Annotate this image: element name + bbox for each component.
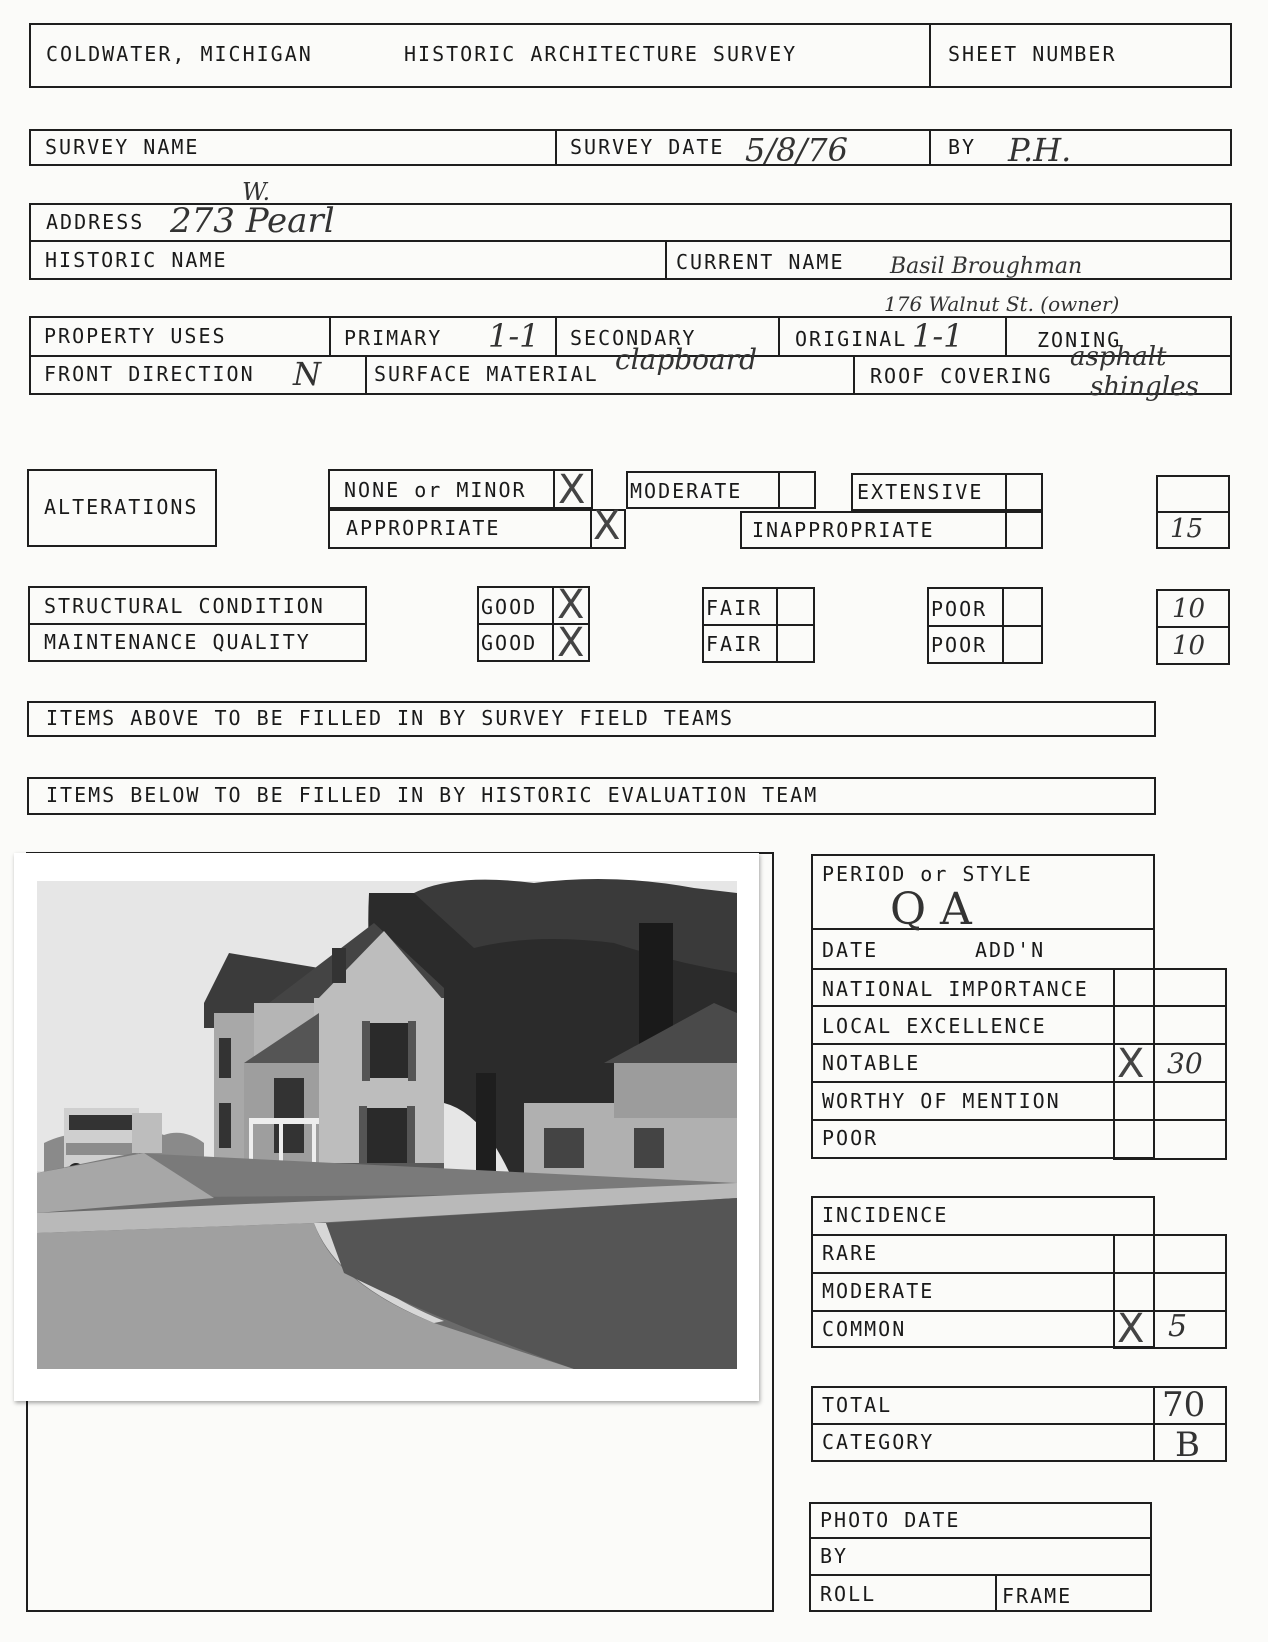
structural-score: 10	[1172, 594, 1206, 624]
zoning-label: ZONING	[1037, 328, 1122, 352]
photo-print	[14, 853, 759, 1401]
header-city: COLDWATER, MICHIGAN	[46, 42, 313, 66]
current-name-label: CURRENT NAME	[676, 250, 845, 274]
roof-value-2: shingles	[1090, 372, 1199, 402]
owner-note: 176 Walnut St. (owner)	[884, 292, 1120, 316]
maintenance-good-check: X	[557, 620, 585, 666]
primary-value: 1-1	[488, 317, 540, 355]
structural-good-label: GOOD	[481, 595, 538, 619]
primary-label: PRIMARY	[344, 326, 443, 350]
notable-label: NOTABLE	[822, 1051, 921, 1075]
common-score: 5	[1168, 1309, 1188, 1344]
date-label: DATE	[822, 938, 879, 962]
notable-score: 30	[1167, 1047, 1203, 1080]
period-style-value: Q A	[890, 884, 972, 935]
original-value: 1-1	[912, 317, 964, 355]
addn-label: ADD'N	[975, 938, 1046, 962]
category-label: CATEGORY	[822, 1430, 935, 1454]
historic-name-label: HISTORIC NAME	[45, 248, 228, 272]
incidence-label: INCIDENCE	[822, 1203, 949, 1227]
extensive-label: EXTENSIVE	[857, 480, 984, 504]
front-direction-label: FRONT DIRECTION	[44, 362, 255, 386]
structural-fair-label: FAIR	[706, 596, 763, 620]
total-value: 70	[1162, 1385, 1206, 1425]
rare-label: RARE	[822, 1241, 879, 1265]
survey-name-label: SURVEY NAME	[45, 135, 200, 159]
sheet-number-label: SHEET NUMBER	[948, 42, 1117, 66]
note-above: ITEMS ABOVE TO BE FILLED IN BY SURVEY FIELD TEAMS	[46, 706, 735, 730]
front-direction-value: N	[293, 355, 321, 393]
common-check: X	[1117, 1306, 1145, 1352]
common-label: COMMON	[822, 1317, 907, 1341]
property-uses-label: PROPERTY USES	[44, 324, 227, 348]
original-label: ORIGINAL	[795, 327, 908, 351]
period-style-label: PERIOD or STYLE	[822, 862, 1033, 886]
maintenance-quality-label: MAINTENANCE QUALITY	[44, 630, 311, 654]
surface-material-label: SURFACE MATERIAL	[374, 362, 599, 386]
category-value: B	[1175, 1425, 1200, 1465]
roof-covering-label: ROOF COVERING	[870, 364, 1053, 388]
inappropriate-label: INAPPROPRIATE	[752, 518, 935, 542]
structural-good-check: X	[557, 582, 585, 628]
secondary-label: SECONDARY	[570, 326, 697, 350]
local-excellence-label: LOCAL EXCELLENCE	[822, 1014, 1047, 1038]
roll-label: ROLL	[820, 1582, 877, 1606]
national-importance-label: NATIONAL IMPORTANCE	[822, 977, 1089, 1001]
alterations-score: 15	[1170, 514, 1204, 544]
survey-by-label: BY	[948, 135, 977, 159]
maintenance-fair-label: FAIR	[706, 632, 763, 656]
incidence-moderate-label: MODERATE	[822, 1279, 935, 1303]
none-minor-check: X	[558, 467, 586, 513]
header-title: HISTORIC ARCHITECTURE SURVEY	[404, 42, 798, 66]
appropriate-label: APPROPRIATE	[346, 516, 501, 540]
worthy-of-mention-label: WORTHY OF MENTION	[822, 1089, 1061, 1113]
maintenance-poor-label: POOR	[931, 633, 988, 657]
survey-date-value: 5/8/76	[745, 131, 848, 169]
photo-date-label: PHOTO DATE	[820, 1508, 961, 1532]
current-name-value: Basil Broughman	[890, 254, 1083, 279]
address-direction-note: W.	[242, 178, 271, 206]
photo-by-label: BY	[820, 1544, 849, 1568]
appropriate-check: X	[593, 503, 621, 549]
notable-check: X	[1117, 1041, 1145, 1087]
structural-condition-label: STRUCTURAL CONDITION	[44, 594, 325, 618]
address-value: 273 Pearl	[170, 201, 335, 241]
total-label: TOTAL	[822, 1393, 893, 1417]
roof-value-1: asphalt	[1070, 342, 1167, 372]
alterations-label: ALTERATIONS	[44, 495, 199, 519]
maintenance-good-label: GOOD	[481, 631, 538, 655]
moderate-label: MODERATE	[630, 479, 743, 503]
frame-label: FRAME	[1002, 1584, 1073, 1608]
eval-poor-label: POOR	[822, 1126, 879, 1150]
surface-material-value: clapboard	[615, 343, 758, 376]
structural-poor-label: POOR	[931, 597, 988, 621]
address-label: ADDRESS	[46, 210, 145, 234]
maintenance-score: 10	[1172, 631, 1206, 661]
survey-date-label: SURVEY DATE	[570, 135, 725, 159]
none-minor-label: NONE or MINOR	[344, 478, 527, 502]
note-below: ITEMS BELOW TO BE FILLED IN BY HISTORIC EVALUATION TEAM	[46, 783, 819, 807]
survey-by-value: P.H.	[1008, 131, 1072, 169]
house-photo	[14, 853, 759, 1401]
